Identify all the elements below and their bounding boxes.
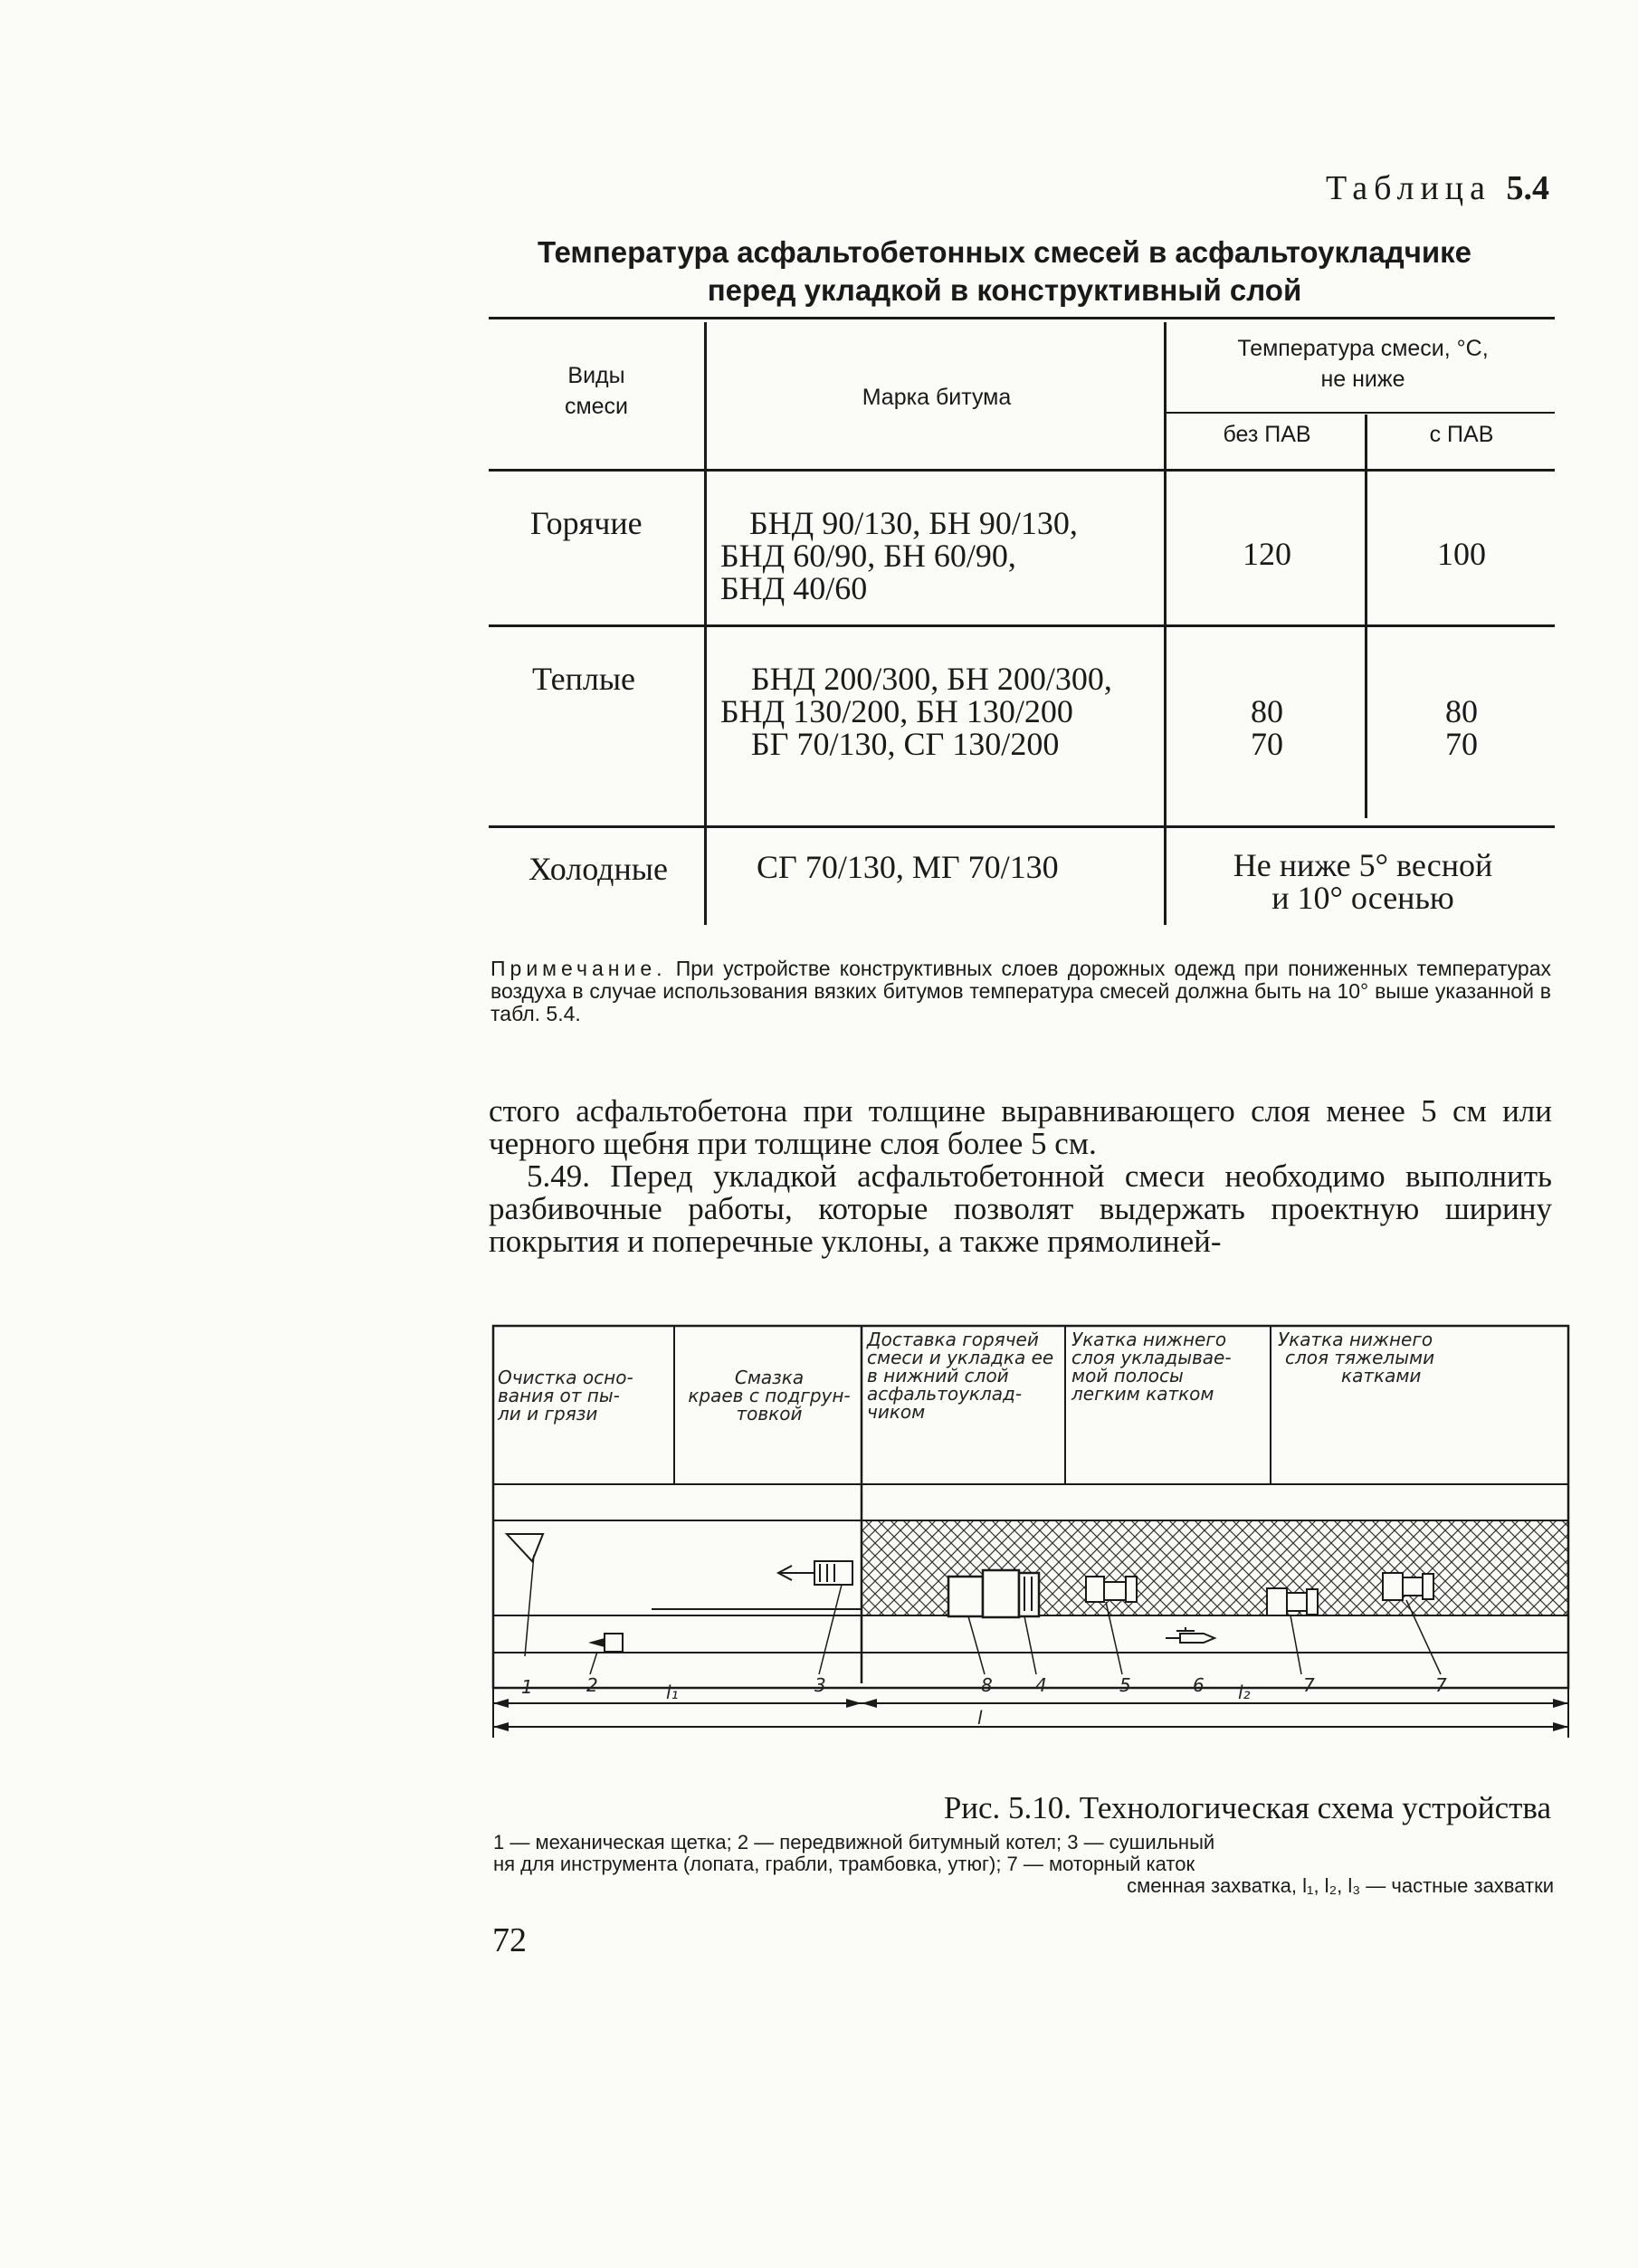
header-bitumen-grade: Марка битума: [862, 385, 1012, 410]
page-number: 72: [492, 1921, 527, 1959]
table-cell-grades: СГ 70/130, МГ 70/130: [757, 849, 1059, 885]
table-row-rule: [489, 624, 1555, 627]
header-without-pav: без ПАВ: [1223, 422, 1311, 447]
paragraph: 5.49. Перед укладкой асфальтобетонной смеси необходимо выполнить разбивочные работы, которые позволят выдержать проектную ширину покрытия и поперечные уклоны, а также прямолиней-: [489, 1158, 1552, 1259]
marker-label: 8: [981, 1674, 993, 1696]
table-cell-grades: БНД 90/130, БН 90/130, БНД 60/90, БН 60/90, БНД 40/60: [720, 505, 1078, 606]
paragraph: стого асфальтобетона при толщине выравнивающего слоя менее 5 см или черного щебня при толщине слоя более 5 см.: [489, 1093, 1552, 1161]
table-cell-without-pav: 120: [1243, 536, 1291, 572]
marker-label: 3: [814, 1674, 826, 1696]
table-cell-merged-temperature: Не ниже 5° весной и 10° осенью: [1233, 847, 1493, 916]
table-title: Температура асфальтобетонных смесей в асфальтоукладчике перед укладкой в конструктивный слой: [537, 235, 1472, 307]
marker-label: 7: [1435, 1674, 1447, 1696]
marker-label: 4: [1035, 1674, 1047, 1696]
marker-label: 7: [1303, 1674, 1315, 1696]
stage-label: Доставка горячей смеси и укладка ее в нижний слой асфальтоуклад- чиком: [867, 1329, 1054, 1423]
figure-caption: Рис. 5.10. Технологическая схема устройства: [943, 1790, 1551, 1825]
table-cell-grades: БНД 200/300, БН 200/300, БНД 130/200, БН 130/200 БГ 70/130, СГ 130/200: [720, 661, 1112, 762]
dimension-label-l1: l₁: [666, 1682, 679, 1703]
stage-label: Смазка краев с подгрун- товкой: [688, 1367, 851, 1425]
table-cell-with-pav: 100: [1437, 536, 1486, 572]
table-cell-with-pav: 80 70: [1445, 693, 1478, 762]
marker-label: 2: [586, 1674, 598, 1696]
table-cell-without-pav: 80 70: [1251, 693, 1283, 762]
marker-label: 6: [1193, 1674, 1205, 1696]
marker-label: 5: [1119, 1674, 1131, 1696]
header-mix-type: Виды смеси: [564, 363, 629, 419]
dimension-label-l2: l₂: [1238, 1682, 1251, 1703]
table-cell-mix: Теплые: [532, 661, 635, 697]
table-row-rule: [489, 825, 1555, 828]
table-cell-mix: Горячие: [530, 505, 643, 541]
table-cell-mix: Холодные: [529, 851, 668, 887]
table-top-rule: [489, 317, 1555, 319]
stage-label: Укатка нижнего слоя укладывае- мой полосы легким катком: [1071, 1329, 1232, 1405]
table-column-rule: [1164, 322, 1167, 925]
dimension-label-l: l: [977, 1707, 983, 1729]
table-label: Таблица 5.4: [1325, 169, 1549, 207]
table-note: Примечание. При устройстве конструктивных слоев дорожных одежд при пониженных температурах воздуха в случае использования вязких битумов температура смесей должна быть на 10° выше указанной в табл. 5.4.: [490, 957, 1552, 1025]
header-temperature: Температура смеси, °С, не ниже: [1237, 336, 1489, 392]
stage-label: Очистка осно- вания от пы- ли и грязи: [498, 1367, 633, 1425]
table-header-rule: [489, 469, 1555, 472]
table-column-rule: [704, 322, 707, 925]
table-column-rule: [1365, 415, 1367, 818]
figure-legend: 1 — механическая щетка; 2 — передвижной битумный котел; 3 — сушильный ня для инструмента (лопата, грабли, трамбовка, утюг); 7 — моторный каток сменная захватка, l₁, l₂, l₃ — частные захватки: [493, 1831, 1554, 1897]
body-text: [489, 1095, 1552, 1258]
header-with-pav: с ПАВ: [1429, 422, 1494, 447]
technology-scheme-figure: [489, 1321, 1575, 1765]
table-subheader-rule: [1166, 412, 1555, 414]
marker-label: 1: [521, 1676, 533, 1698]
stage-label: Укатка нижнего слоя тяжелыми катками: [1278, 1329, 1435, 1387]
